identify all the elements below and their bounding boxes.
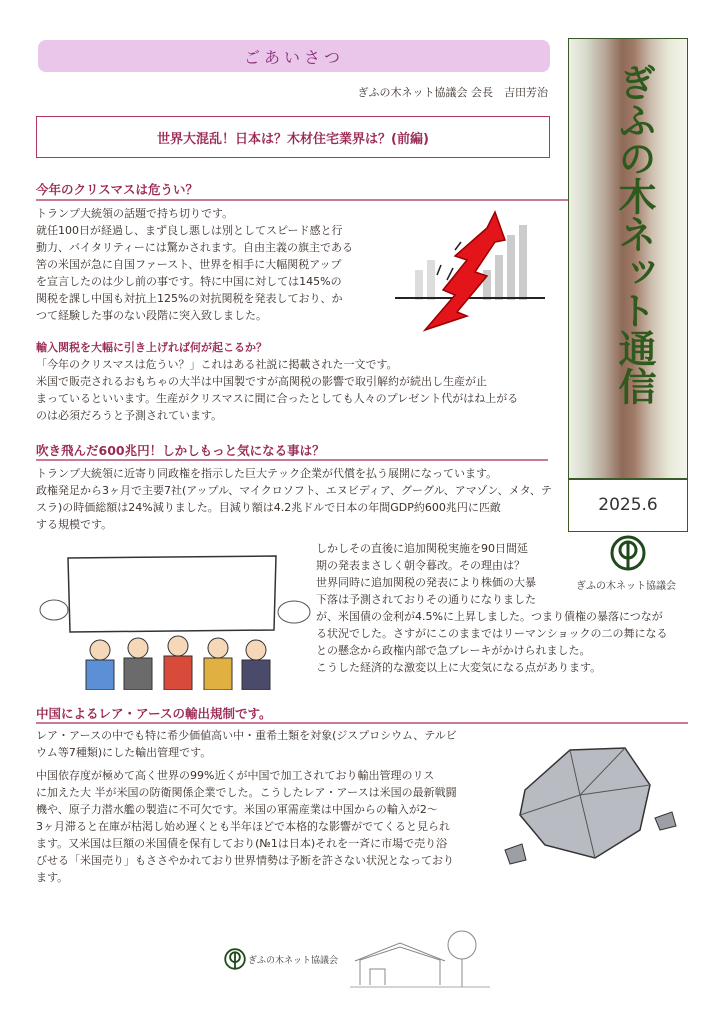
body-line: ます。: [36, 871, 69, 884]
body-line: びせる「米国売り」もささやかれており世界情勢は予断を許さない状況となっており: [36, 854, 454, 867]
body-line: 動力、バイタリティーには驚かされます。自由主義の旗主である: [36, 241, 354, 254]
body-line: が、米国債の金利が4.5%に上昇しました。つまり債権の暴落につなが: [316, 610, 663, 623]
newsletter-title: ぎふの木ネット通信: [612, 63, 656, 405]
body-line: 機や、原子力潜水艦の製造に不可欠です。米国の軍需産業は中国からの輸入が2～: [36, 803, 438, 816]
section-body-rare-earth: [36, 727, 516, 761]
rising-arrow-illustration: [395, 210, 545, 340]
section-body-600t-right: [316, 540, 562, 608]
body-line: 筈の米国が急に自国ファースト、世界を相手に大幅関税アップ: [36, 258, 342, 271]
headline-box: [36, 116, 550, 158]
section-body-600t-cont: [316, 608, 688, 676]
section-body-rare-earth-cont: [36, 767, 516, 886]
body-line: 「今年のクリスマスは危うい？」これはある社説に掲載された一文です。: [36, 358, 398, 371]
body-line: まっているといいます。生産がクリスマスに間に合ったとしても人々のプレゼント代がはね上がる: [36, 392, 519, 405]
body-line: ウム等7種類)にした輸出管理です。: [36, 746, 212, 759]
body-line: こうした経済的な激変以上に大変気になる点があります。: [316, 661, 602, 674]
section-heading-tariff: 輸入関税を大幅に引き上げれば何が起こるか？: [36, 341, 267, 354]
section-heading-christmas: 今年のクリスマスは危うい？: [36, 182, 199, 197]
house-tree-sketch: [350, 925, 490, 995]
body-line: トランプ大統領の話題で持ち切りです。: [36, 207, 234, 220]
body-line: 世界同時に追加関税の発表により株価の大暴: [316, 576, 536, 589]
section-heading-rare-earth: 中国によるレア・アースの輸出規制です。: [36, 706, 272, 721]
body-line: 中国依存度が極めて高く世界の99%近くが中国で加工されており輸出管理のリス: [36, 769, 435, 782]
org-logo-icon: [610, 535, 646, 571]
people-holding-banner-illustration: [36, 550, 316, 690]
newsletter-title-banner: [568, 38, 688, 480]
body-line: ます。又米国は巨額の米国債を保有しており(№1は日本)それを一斉に市場で売り浴: [36, 837, 448, 850]
body-line: しかしその直後に追加関税実施を90日間延: [316, 542, 528, 555]
greeting-title: ごあいさつ: [243, 47, 344, 67]
body-line: る状況でした。さすがにこのままではリーマンショックの二の舞になる: [316, 627, 668, 640]
footer-logo-icon: [224, 948, 246, 970]
section-body-tariff: [36, 356, 556, 424]
section-heading-600t: 吹き飛んだ600兆円！しかしもっと気になる事は？: [36, 443, 325, 458]
body-line: 3ヶ月滞ると在庫が枯渇し始め遅くとも半年ほどで本格的な影響がでてくると見られ: [36, 820, 450, 833]
body-line: 政権発足から3ヶ月で主要7社(アップル、マイクロソフト、エヌビディア、グーグル、アマゾン、メタ、テ: [36, 484, 552, 497]
body-line: のは必須だろうと予測されています。: [36, 409, 223, 422]
issue-date-text: 2025.6: [598, 495, 658, 515]
section-body-600t: [36, 465, 556, 533]
body-line: 米国で販売されるおもちゃの大半は中国製ですが高関税の影響で取引解約が続出し生産が止: [36, 375, 487, 388]
body-line: する規模です。: [36, 518, 113, 531]
author-line: ぎふの木ネット協議会 会長 吉田芳治: [357, 86, 548, 99]
issue-date: [568, 478, 688, 532]
body-line: を宣言したのは少し前の事です。特に中国に対しては145%の: [36, 275, 342, 288]
body-line: つて経験した事のない段階に突入致しました。: [36, 309, 267, 322]
org-name-logo: ぎふの木ネット協議会: [576, 581, 676, 592]
greeting-banner: [38, 40, 550, 72]
body-line: スラ)の時価総額は24%減りました。目減り額は4.2兆ドルで日本の年間GDP約600兆円に匹敵: [36, 501, 501, 514]
footer-org-name: ぎふの木ネット協議会: [248, 956, 339, 966]
section-body-christmas: [36, 205, 396, 324]
body-line: トランプ大統領に近寄り同政権を指示した巨大テック企業が代償を払う展開になっています。: [36, 467, 498, 480]
section-divider: [36, 459, 548, 461]
body-line: レア・アースの中でも特に希少価値高い中・重希土類を対象(ジスプロシウム、テルビ: [36, 729, 457, 742]
body-line: 下落は予測されておりその通りになりました: [316, 593, 536, 606]
headline-text: 世界大混乱！日本は？木材住宅業界は？(前編): [157, 131, 429, 147]
body-line: に加えた大 半が米国の防衛関係企業でした。こうしたレア・アースは米国の最新戦闘: [36, 786, 457, 799]
body-line: 期の発表まさしく朝令暮改。その理由は？: [316, 559, 525, 572]
rare-earth-rock-illustration: [500, 740, 690, 870]
body-line: 就任100日が経過し、まず良し悪しは別としてスピード感と行: [36, 224, 343, 237]
section-divider: [36, 722, 688, 724]
body-line: との懸念から政権内部で急ブレーキがかけられました。: [316, 644, 591, 657]
body-line: 関税を課し中国も対抗上125%の対抗関税を発表しており、か: [36, 292, 343, 305]
